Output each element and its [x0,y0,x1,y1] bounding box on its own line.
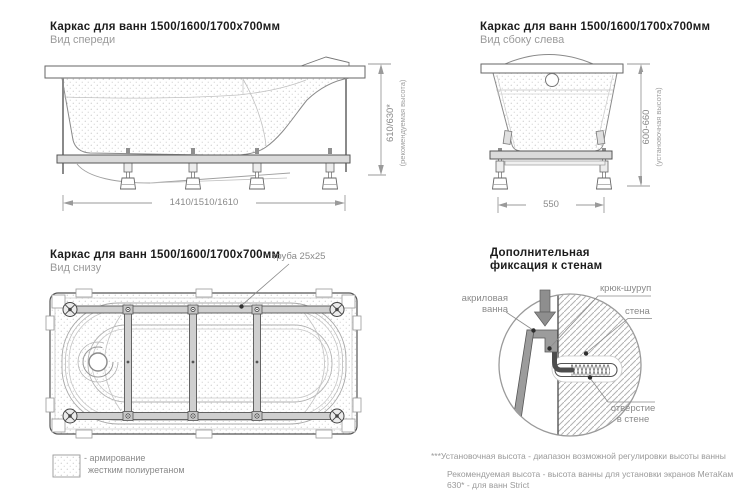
bath-label-line1: акриловая [461,293,508,304]
bottom-view-subtitle: Вид снизу [50,262,102,274]
bath-label-line2: ванна [482,304,508,315]
side-width-dimension: 550 [526,200,576,211]
footnote-1: ***Установочная высота - диапазон возможной регулировки высоты ванны [431,451,726,461]
side-height-dimension: 600-660 [642,72,654,182]
hook-label: крюк-шуруп [600,283,652,294]
footnote-3: 630* - для ванн Strict [447,480,530,490]
front-view-drawing [45,57,391,211]
side-view-subtitle: Вид сбоку слева [480,34,565,46]
front-width-dimension: 1410/1510/1610 [154,198,254,209]
detail-title-line2: фиксация к стенам [490,260,603,272]
legend-text-line1: - армирование [84,453,146,463]
side-view-drawing [481,55,650,214]
front-height-dimension: 610/630* [386,68,398,178]
bottom-view-drawing [46,264,361,477]
legend-text-line2: жестким полиуретаном [88,465,185,475]
bottom-view-title: Каркас для ванн 1500/1600/1700x700мм [50,249,281,261]
detail-title-line1: Дополнительная [490,247,590,259]
side-height-dimension-note: (установочная высота) [654,87,663,167]
side-view-title: Каркас для ванн 1500/1600/1700x700мм [480,21,711,33]
front-view-title: Каркас для ванн 1500/1600/1700x700мм [50,21,281,33]
front-view-subtitle: Вид спереди [50,34,116,46]
front-height-dimension-note: (рекомендуемая высота) [398,79,407,167]
footnote-2: Рекомендуемая высота - высота ванны для установки экранов МетаКам [447,469,734,479]
legend-swatch [53,455,80,477]
hole-label-line1: отверстие [610,403,656,414]
pipe-label: труба 25x25 [272,251,326,262]
hole-label-line2: в стене [616,414,650,425]
wall-label: стена [625,306,650,317]
